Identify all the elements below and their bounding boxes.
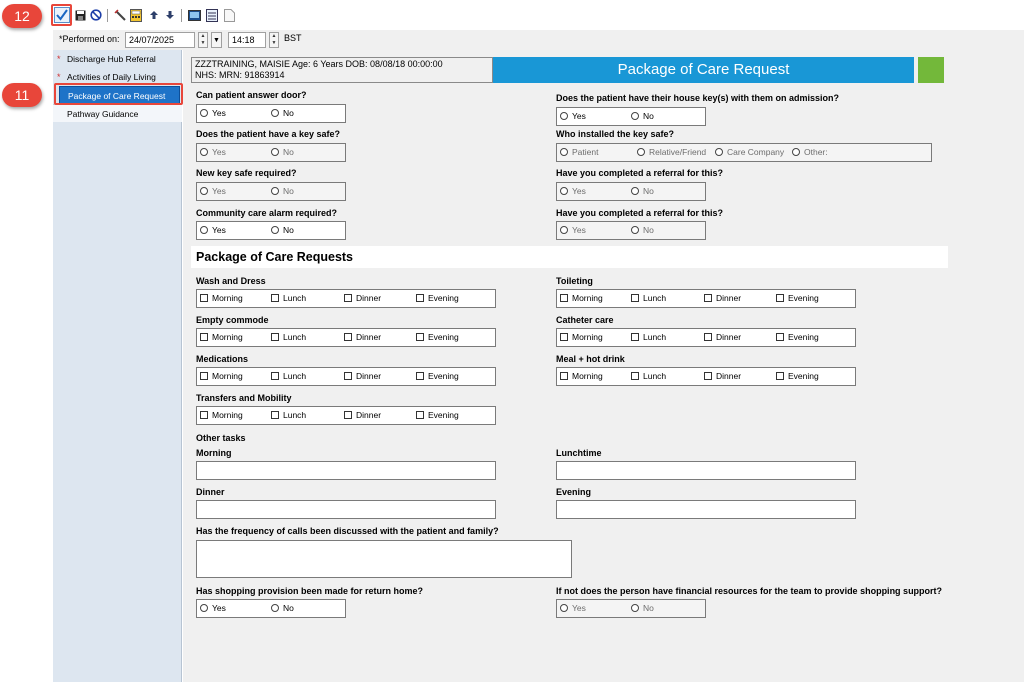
radio-icon — [560, 604, 568, 612]
performed-bar — [53, 30, 1024, 50]
wash-lunch[interactable] — [271, 293, 306, 303]
house-keys-options — [556, 107, 706, 126]
option-label: Other: — [804, 147, 828, 157]
commode-evening[interactable] — [416, 332, 459, 342]
answer-door-options — [196, 104, 346, 123]
view-icon[interactable] — [187, 8, 201, 22]
meal-lunch[interactable] — [631, 371, 666, 381]
checkbox-icon — [416, 411, 424, 419]
label-other-evening: Evening — [556, 487, 592, 497]
toileting-options — [556, 289, 856, 308]
option-label: No — [643, 111, 654, 121]
radio-icon — [271, 148, 279, 156]
required-marker: * — [57, 72, 61, 82]
checkbox-icon — [416, 372, 424, 380]
question-key-safe: Does the patient have a key safe? — [196, 129, 341, 139]
option-label: No — [283, 108, 294, 118]
alarm-no[interactable] — [271, 225, 294, 235]
option-label: Dinner — [356, 410, 382, 420]
option-label: Yes — [572, 603, 586, 613]
option-label: Evening — [788, 332, 819, 342]
catheter-dinner[interactable] — [704, 332, 741, 342]
new-key-safe-yes[interactable] — [200, 186, 226, 196]
option-label: No — [283, 147, 294, 157]
option-label: Yes — [212, 147, 226, 157]
option-label: Yes — [212, 108, 226, 118]
document-icon[interactable] — [222, 8, 236, 22]
question-financial: If not does the person have financial resources for the team to provide shopping support? — [556, 586, 943, 596]
key-safe-yes[interactable] — [200, 147, 226, 157]
medications-options — [196, 367, 496, 386]
option-label: Evening — [428, 293, 459, 303]
wash-dress-options — [196, 289, 496, 308]
save-icon[interactable] — [73, 8, 87, 22]
checkbox-icon — [200, 411, 208, 419]
toolbar — [0, 0, 1024, 30]
answer-door-no[interactable] — [271, 108, 294, 118]
option-label: Lunch — [283, 332, 307, 342]
frequency-textarea[interactable] — [196, 540, 572, 578]
toileting-evening[interactable] — [776, 293, 819, 303]
form-title: Package of Care Request — [493, 57, 914, 83]
radio-icon — [560, 187, 568, 195]
checkbox-icon — [560, 333, 568, 341]
option-label: Dinner — [356, 371, 382, 381]
radio-icon — [631, 187, 639, 195]
radio-icon — [560, 148, 568, 156]
label-empty-commode: Empty commode — [196, 315, 269, 325]
radio-icon — [200, 109, 208, 117]
sidebar-item-label: Discharge Hub Referral — [67, 54, 156, 64]
transfers-options — [196, 406, 496, 425]
question-frequency: Has the frequency of calls been discussed with the patient and family? — [196, 526, 499, 536]
toileting-lunch[interactable] — [631, 293, 666, 303]
option-label: Lunch — [283, 293, 307, 303]
meal-options — [556, 367, 856, 386]
sidebar-item-discharge-hub-referral[interactable] — [53, 50, 182, 68]
performed-date-input[interactable]: 24/07/2025 — [125, 32, 195, 48]
option-label: Yes — [572, 225, 586, 235]
shopping-yes[interactable] — [200, 603, 226, 613]
commode-dinner[interactable] — [344, 332, 381, 342]
date-dropdown-button[interactable]: ▼ — [211, 32, 222, 48]
checkbox-icon — [704, 333, 712, 341]
question-alarm: Community care alarm required? — [196, 208, 338, 218]
question-answer-door: Can patient answer door? — [196, 90, 307, 100]
checkbox-icon — [271, 411, 279, 419]
sidebar — [53, 50, 182, 682]
transfers-dinner[interactable] — [344, 410, 381, 420]
catheter-options — [556, 328, 856, 347]
time-spinner[interactable]: ▲ ▼ — [269, 32, 279, 48]
option-label: Care Company — [727, 147, 785, 157]
option-label: Lunch — [643, 293, 667, 303]
checkbox-icon — [271, 333, 279, 341]
option-label: Dinner — [716, 293, 742, 303]
cancel-icon[interactable] — [89, 8, 103, 22]
checkmark-highlight — [51, 4, 72, 26]
label-meal-hot-drink: Meal + hot drink — [556, 354, 625, 364]
other-dinner-input[interactable] — [196, 500, 496, 519]
checkbox-icon — [271, 294, 279, 302]
option-label: Evening — [788, 293, 819, 303]
wash-evening[interactable] — [416, 293, 459, 303]
option-label: Lunch — [643, 371, 667, 381]
new-key-safe-options — [196, 182, 346, 201]
meal-dinner[interactable] — [704, 371, 741, 381]
transfers-morning[interactable] — [200, 410, 243, 420]
option-label: Patient — [572, 147, 599, 157]
option-label: Dinner — [716, 332, 742, 342]
patient-line1: ZZZTRAINING, MAISIE Age: 6 Years DOB: 08/08/18 00:00:00 — [195, 59, 443, 69]
label-other-tasks: Other tasks — [196, 433, 246, 443]
checkbox-icon — [776, 294, 784, 302]
catheter-evening[interactable] — [776, 332, 819, 342]
label-transfers-mobility: Transfers and Mobility — [196, 393, 292, 403]
alarm-options — [196, 221, 346, 240]
referral-1-no[interactable] — [631, 186, 654, 196]
toolbar-separator — [181, 9, 182, 22]
wash-morning[interactable] — [200, 293, 243, 303]
checkbox-icon — [704, 294, 712, 302]
key-safe-options — [196, 143, 346, 162]
checkbox-icon — [776, 372, 784, 380]
edit-icon[interactable] — [113, 8, 127, 22]
checkbox-icon — [344, 294, 352, 302]
referral-1-options — [556, 182, 706, 201]
house-keys-no[interactable] — [631, 111, 654, 121]
checkbox-icon — [344, 372, 352, 380]
label-other-lunchtime: Lunchtime — [556, 448, 602, 458]
house-keys-yes[interactable] — [560, 111, 586, 121]
transfers-evening[interactable] — [416, 410, 459, 420]
checkbox-icon — [631, 294, 639, 302]
radio-icon — [792, 148, 800, 156]
alarm-yes[interactable] — [200, 225, 226, 235]
catheter-lunch[interactable] — [631, 332, 666, 342]
option-label: No — [643, 603, 654, 613]
arrow-down-icon[interactable] — [163, 8, 177, 22]
answer-door-yes[interactable] — [200, 108, 226, 118]
radio-icon — [631, 604, 639, 612]
catheter-morning[interactable] — [560, 332, 603, 342]
label-toileting: Toileting — [556, 276, 593, 286]
option-label: Yes — [212, 186, 226, 196]
option-label: Evening — [428, 371, 459, 381]
referral-2-no[interactable] — [631, 225, 654, 235]
option-label: Yes — [212, 225, 226, 235]
question-new-key-safe: New key safe required? — [196, 168, 297, 178]
toileting-dinner[interactable] — [704, 293, 741, 303]
commode-options — [196, 328, 496, 347]
who-installed-patient[interactable] — [560, 147, 598, 157]
financial-options — [556, 599, 706, 618]
radio-icon — [271, 604, 279, 612]
radio-icon — [200, 187, 208, 195]
timezone-label: BST — [284, 33, 302, 43]
option-label: No — [643, 225, 654, 235]
option-label: Relative/Friend — [649, 147, 707, 157]
chart-icon[interactable] — [205, 8, 219, 22]
option-label: Morning — [572, 371, 603, 381]
checkbox-icon — [416, 333, 424, 341]
section-package-of-care-requests: Package of Care Requests — [191, 246, 948, 268]
medications-lunch[interactable] — [271, 371, 306, 381]
option-label: Lunch — [283, 410, 307, 420]
option-label: Evening — [428, 332, 459, 342]
sidebar-item-pathway-guidance[interactable] — [53, 104, 182, 122]
referral-2-options — [556, 221, 706, 240]
referral-2-yes[interactable] — [560, 225, 586, 235]
option-label: Dinner — [356, 332, 382, 342]
who-installed-other[interactable] — [792, 147, 828, 157]
option-label: Yes — [572, 111, 586, 121]
sidebar-item-label: Package of Care Request — [68, 91, 166, 101]
radio-icon — [715, 148, 723, 156]
radio-icon — [271, 226, 279, 234]
sidebar-highlight — [54, 83, 183, 105]
option-label: No — [283, 603, 294, 613]
checkbox-icon — [704, 372, 712, 380]
question-who-installed: Who installed the key safe? — [556, 129, 675, 139]
option-label: Morning — [212, 293, 243, 303]
radio-icon — [637, 148, 645, 156]
radio-icon — [271, 109, 279, 117]
key-safe-no[interactable] — [271, 147, 294, 157]
new-key-safe-no[interactable] — [271, 186, 294, 196]
option-label: Morning — [212, 332, 243, 342]
checkbox-icon — [200, 294, 208, 302]
option-label: Morning — [212, 410, 243, 420]
referral-1-yes[interactable] — [560, 186, 586, 196]
callout-12: 12 — [2, 4, 42, 28]
option-label: Lunch — [643, 332, 667, 342]
option-label: Dinner — [356, 293, 382, 303]
question-house-keys: Does the patient have their house key(s) with them on admission? — [556, 93, 840, 103]
option-label: Evening — [788, 371, 819, 381]
commode-lunch[interactable] — [271, 332, 306, 342]
patient-line2: NHS: MRN: 91863914 — [195, 70, 285, 80]
checkbox-icon — [344, 411, 352, 419]
option-label: Yes — [572, 186, 586, 196]
question-referral-2: Have you completed a referral for this? — [556, 208, 724, 218]
option-label: Yes — [212, 603, 226, 613]
other-lunchtime-input[interactable] — [556, 461, 856, 480]
medications-morning[interactable] — [200, 371, 243, 381]
label-other-dinner: Dinner — [196, 487, 225, 497]
medications-evening[interactable] — [416, 371, 459, 381]
option-label: Lunch — [283, 371, 307, 381]
radio-icon — [200, 226, 208, 234]
label-other-morning: Morning — [196, 448, 232, 458]
meal-morning[interactable] — [560, 371, 603, 381]
option-label: Morning — [572, 293, 603, 303]
meal-evening[interactable] — [776, 371, 819, 381]
status-indicator — [918, 57, 944, 83]
medications-dinner[interactable] — [344, 371, 381, 381]
performed-label: *Performed on: — [59, 34, 120, 44]
financial-no[interactable] — [631, 603, 654, 613]
label-medications: Medications — [196, 354, 249, 364]
checkbox-icon — [560, 294, 568, 302]
radio-icon — [560, 112, 568, 120]
checkbox-icon — [776, 333, 784, 341]
financial-yes[interactable] — [560, 603, 586, 613]
patient-banner — [191, 57, 493, 83]
option-label: No — [283, 186, 294, 196]
who-installed-options — [556, 143, 932, 162]
option-label: No — [643, 186, 654, 196]
checkbox-icon — [200, 333, 208, 341]
shopping-options — [196, 599, 346, 618]
checkbox-icon — [560, 372, 568, 380]
other-evening-input[interactable] — [556, 500, 856, 519]
who-installed-relative[interactable] — [637, 147, 706, 157]
toileting-morning[interactable] — [560, 293, 603, 303]
commode-morning[interactable] — [200, 332, 243, 342]
arrow-up-icon[interactable] — [147, 8, 161, 22]
question-shopping: Has shopping provision been made for return home? — [196, 586, 424, 596]
question-referral-1: Have you completed a referral for this? — [556, 168, 724, 178]
wash-dinner[interactable] — [344, 293, 381, 303]
required-marker: * — [57, 54, 61, 64]
radio-icon — [631, 226, 639, 234]
calculator-icon[interactable] — [129, 8, 143, 22]
checkbox-icon — [416, 294, 424, 302]
transfers-lunch[interactable] — [271, 410, 306, 420]
checkbox-icon — [271, 372, 279, 380]
shopping-no[interactable] — [271, 603, 294, 613]
option-label: Morning — [572, 332, 603, 342]
option-label: Morning — [212, 371, 243, 381]
checkbox-icon — [344, 333, 352, 341]
sidebar-item-label: Pathway Guidance — [67, 109, 139, 119]
checkbox-icon — [200, 372, 208, 380]
sidebar-item-label: Activities of Daily Living — [67, 72, 156, 82]
checkbox-icon — [631, 372, 639, 380]
performed-time-input[interactable]: 14:18 — [228, 32, 266, 48]
toolbar-separator — [107, 9, 108, 22]
label-wash-dress: Wash and Dress — [196, 276, 266, 286]
option-label: No — [283, 225, 294, 235]
radio-icon — [271, 187, 279, 195]
radio-icon — [631, 112, 639, 120]
option-label: Dinner — [716, 371, 742, 381]
radio-icon — [200, 604, 208, 612]
option-label: Evening — [428, 410, 459, 420]
radio-icon — [560, 226, 568, 234]
other-morning-input[interactable] — [196, 461, 496, 480]
label-catheter-care: Catheter care — [556, 315, 614, 325]
who-installed-care-company[interactable] — [715, 147, 784, 157]
checkbox-icon — [631, 333, 639, 341]
radio-icon — [200, 148, 208, 156]
callout-11: 11 — [2, 83, 42, 107]
date-spinner[interactable]: ▲ ▼ — [198, 32, 208, 48]
